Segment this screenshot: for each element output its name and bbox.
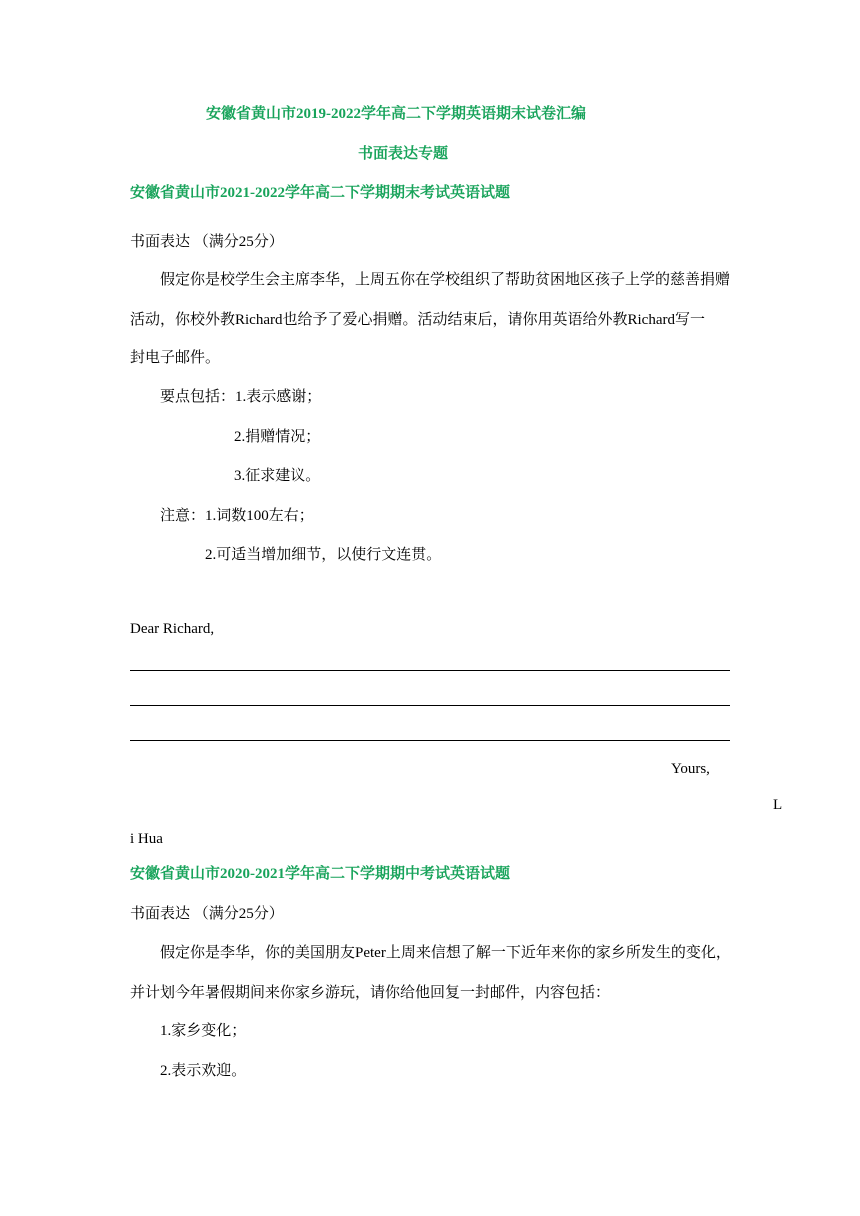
answer-line	[130, 740, 730, 741]
point-3: 3.征求建议。	[234, 468, 321, 484]
answer-line	[130, 670, 730, 671]
section2-heading: 安徽省黄山市2020-2021学年高二下学期期中考试英语试题	[130, 866, 510, 882]
letter-closing: Yours,	[671, 761, 710, 777]
point-2: 2.捐赠情况；	[234, 429, 321, 445]
subtitle: 书面表达专题	[358, 146, 449, 162]
note-2: 2.可适当增加细节，以使行文连贯。	[205, 547, 442, 563]
section1-prompt-line3: 封电子邮件。	[130, 350, 221, 366]
letter-signature-part1: L	[773, 797, 783, 813]
section1-prompt-line1: 假定你是校学生会主席李华，上周五你在学校组织了帮助贫困地区孩子上学的慈善捐赠	[160, 272, 731, 288]
section2-prompt-line2: 并计划今年暑假期间来你家乡游玩，请你给他回复一封邮件，内容包括：	[130, 985, 611, 1001]
section1-prompt-line2: 活动，你校外教Richard也给予了爱心捐赠。活动结束后，请你用英语给外教Richard写一	[130, 312, 705, 328]
main-title: 安徽省黄山市2019-2022学年高二下学期英语期末试卷汇编	[206, 106, 586, 122]
section2-item-2: 2.表示欢迎。	[160, 1063, 247, 1079]
letter-greeting: Dear Richard,	[130, 621, 215, 637]
section2-item-1: 1.家乡变化；	[160, 1023, 247, 1039]
points-label: 要点包括：1.表示感谢；	[160, 389, 322, 405]
section2-prompt-line1: 假定你是李华，你的美国朋友Peter上周来信想了解一下近年来你的家乡所发生的变化，	[160, 945, 731, 961]
section2-task-label: 书面表达 （满分25分）	[130, 906, 284, 922]
letter-signature-part2: i Hua	[130, 831, 163, 847]
answer-line	[130, 705, 730, 706]
section1-heading: 安徽省黄山市2021-2022学年高二下学期期末考试英语试题	[130, 185, 510, 201]
notes-label: 注意：1.词数100左右；	[160, 508, 314, 524]
section1-task-label: 书面表达 （满分25分）	[130, 234, 284, 250]
